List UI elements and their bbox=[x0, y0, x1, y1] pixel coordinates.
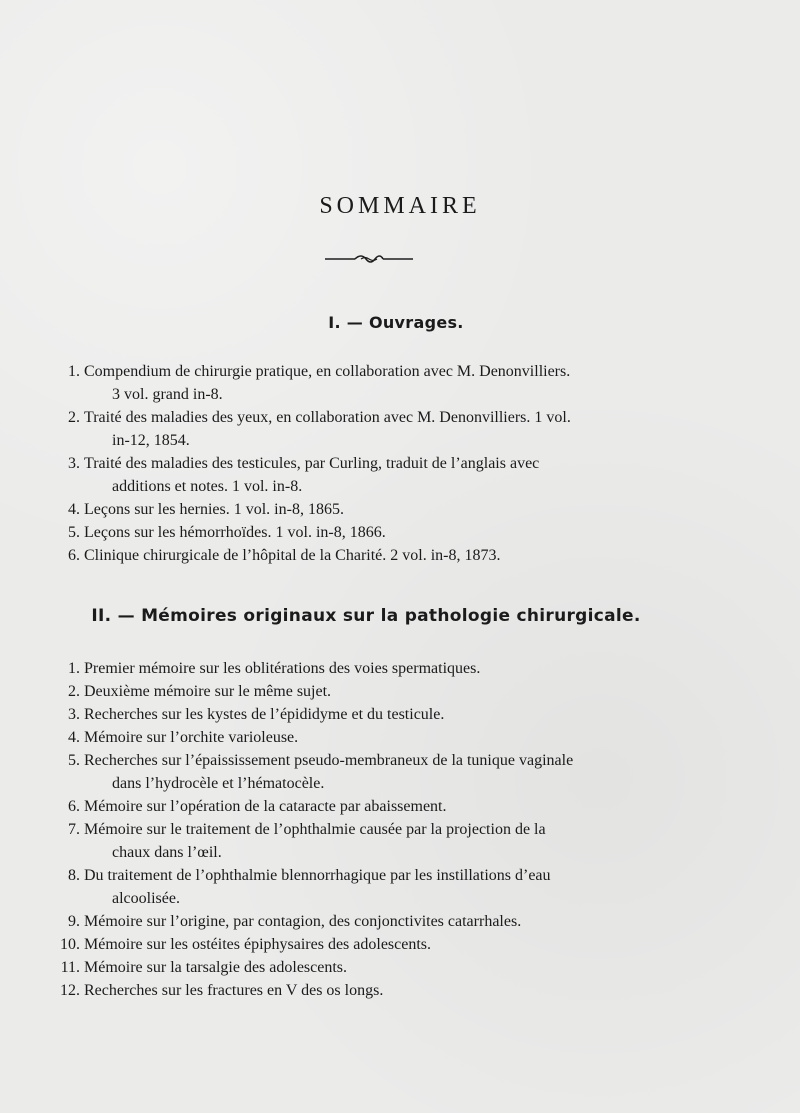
item-number: 7. bbox=[68, 821, 80, 838]
page-title: SOMMAIRE bbox=[319, 193, 481, 219]
item-continuation: in-12, 1854. bbox=[112, 432, 190, 449]
item-number: 6. bbox=[68, 798, 80, 815]
item-number: 10. bbox=[60, 936, 80, 953]
list-item bbox=[60, 749, 680, 795]
item-number: 9. bbox=[68, 913, 80, 930]
list-item bbox=[60, 864, 680, 910]
list-item bbox=[60, 910, 680, 933]
list-item bbox=[60, 956, 680, 979]
section-heading-memoires: II. — Mémoires originaux sur la pathologie chirurgicale. bbox=[91, 606, 641, 626]
item-text: Premier mémoire sur les oblitérations des voies spermatiques. bbox=[84, 660, 481, 677]
item-continuation: dans l’hydrocèle et l’hématocèle. bbox=[112, 775, 325, 792]
item-number: 6. bbox=[68, 547, 80, 564]
ouvrages-list bbox=[60, 360, 680, 567]
section-heading-ouvrages: I. — Ouvrages. bbox=[328, 313, 464, 332]
list-item bbox=[60, 406, 680, 452]
list-item bbox=[60, 703, 680, 726]
item-text: Mémoire sur l’opération de la cataracte par abaissement. bbox=[84, 798, 447, 815]
list-item bbox=[60, 933, 680, 956]
item-text: Mémoire sur l’origine, par contagion, des conjonctivites catarrhales. bbox=[84, 913, 522, 930]
item-number: 12. bbox=[60, 982, 80, 999]
item-text: Mémoire sur l’orchite varioleuse. bbox=[84, 729, 299, 746]
memoires-list bbox=[60, 657, 680, 1002]
list-item bbox=[60, 498, 680, 521]
item-number: 2. bbox=[68, 409, 80, 426]
item-number: 4. bbox=[68, 501, 80, 518]
list-item bbox=[60, 979, 680, 1002]
item-number: 2. bbox=[68, 683, 80, 700]
item-continuation: chaux dans l’œil. bbox=[112, 844, 222, 861]
decorative-ornament-icon bbox=[323, 252, 415, 266]
item-number: 1. bbox=[68, 363, 80, 380]
item-text: Compendium de chirurgie pratique, en collaboration avec M. Denonvilliers. bbox=[84, 363, 571, 380]
item-text: Clinique chirurgicale de l’hôpital de la Charité. 2 vol. in-8, 1873. bbox=[84, 547, 501, 564]
item-text: Mémoire sur le traitement de l’ophthalmie causée par la projection de la bbox=[84, 821, 546, 838]
item-continuation: additions et notes. 1 vol. in-8. bbox=[112, 478, 303, 495]
item-text: Leçons sur les hernies. 1 vol. in-8, 1865. bbox=[84, 501, 344, 518]
item-number: 5. bbox=[68, 524, 80, 541]
item-text: Mémoire sur la tarsalgie des adolescents. bbox=[84, 959, 348, 976]
list-item bbox=[60, 521, 680, 544]
list-item bbox=[60, 818, 680, 864]
list-item bbox=[60, 795, 680, 818]
item-text: Recherches sur les fractures en V des os longs. bbox=[84, 982, 384, 999]
item-continuation: alcoolisée. bbox=[112, 890, 180, 907]
list-item bbox=[60, 360, 680, 406]
item-text: Traité des maladies des testicules, par Curling, traduit de l’anglais avec bbox=[84, 455, 540, 472]
list-item bbox=[60, 544, 680, 567]
item-number: 1. bbox=[68, 660, 80, 677]
list-item bbox=[60, 452, 680, 498]
item-text: Deuxième mémoire sur le même sujet. bbox=[84, 683, 332, 700]
item-continuation: 3 vol. grand in-8. bbox=[112, 386, 223, 403]
item-text: Recherches sur les kystes de l’épididyme et du testicule. bbox=[84, 706, 445, 723]
item-text: Du traitement de l’ophthalmie blennorrhagique par les instillations d’eau bbox=[84, 867, 551, 884]
list-item bbox=[60, 657, 680, 680]
item-number: 3. bbox=[68, 455, 80, 472]
item-number: 4. bbox=[68, 729, 80, 746]
item-number: 3. bbox=[68, 706, 80, 723]
item-number: 5. bbox=[68, 752, 80, 769]
item-text: Traité des maladies des yeux, en collaboration avec M. Denonvilliers. 1 vol. bbox=[84, 409, 571, 426]
item-number: 8. bbox=[68, 867, 80, 884]
item-text: Mémoire sur les ostéites épiphysaires des adolescents. bbox=[84, 936, 432, 953]
list-item bbox=[60, 726, 680, 749]
list-item bbox=[60, 680, 680, 703]
item-text: Recherches sur l’épaississement pseudo-membraneux de la tunique vaginale bbox=[84, 752, 574, 769]
item-number: 11. bbox=[60, 959, 80, 976]
item-text: Leçons sur les hémorrhoïdes. 1 vol. in-8, 1866. bbox=[84, 524, 386, 541]
